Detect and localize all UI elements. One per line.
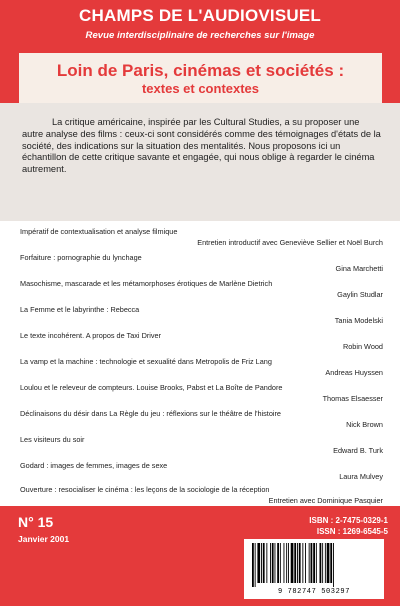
abstract-text: La critique américaine, inspirée par les Cultural Studies, a su proposer une autre analyse des films : ceux-ci sont considérés comme des témoignages d'états de la société, des indications sur la situation des mentalités. Nous proposons ici un échantillon de cette critique savante et engagée, qui nous oblige à regarder le cinéma autrement.	[22, 117, 381, 175]
entry-title: Ouverture : resocialiser le cinéma : les leçons de la sociologie de la réception	[20, 485, 270, 494]
barcode-bar	[263, 543, 265, 583]
contents-entry	[20, 253, 383, 280]
barcode-bar	[316, 543, 317, 583]
barcode-bar	[280, 543, 281, 583]
entry-author: Gina Marchetti	[335, 264, 383, 273]
barcode-bar	[327, 543, 330, 583]
entry-title: Déclinaisons du désir dans La Règle du jeu : réflexions sur le théâtre de l'histoire	[20, 409, 281, 418]
journal-subtitle: Revue interdisciplinaire de recherches sur l'image	[85, 30, 315, 41]
entry-title: Les visiteurs du soir	[20, 435, 85, 444]
entry-title: La Femme et le labyrinthe : Rebecca	[20, 305, 140, 314]
table-of-contents	[0, 221, 400, 506]
cover-footer	[0, 506, 400, 606]
isbn: ISBN : 2-7475-0329-1	[309, 516, 388, 525]
issue-number: N° 15	[18, 514, 54, 530]
entry-author: Laura Mulvey	[339, 472, 383, 481]
issue-title: Loin de Paris, cinémas et sociétés :	[56, 61, 345, 80]
barcode-bar	[288, 543, 289, 583]
barcode-bar	[309, 543, 310, 583]
barcode-bar	[322, 543, 323, 583]
contents-entry	[20, 435, 383, 462]
entry-title: Le texte incohérent. A propos de Taxi Driver	[20, 331, 162, 340]
journal-title: CHAMPS DE L'AUDIOVISUEL	[79, 6, 321, 25]
barcode-bar	[277, 543, 279, 583]
issue-subtitle: textes et contextes	[141, 81, 260, 96]
entry-title: Forfaiture : pornographie du lynchage	[20, 253, 142, 262]
entry-author: Andreas Huyssen	[325, 368, 383, 377]
contents-entry	[20, 357, 383, 384]
contents-entry	[20, 305, 383, 332]
entry-author: Gaylin Studlar	[337, 290, 383, 299]
barcode-bars-icon	[244, 539, 384, 587]
barcode-bar	[286, 543, 287, 583]
contents-entry	[20, 461, 383, 488]
barcode-bar	[320, 543, 322, 583]
barcode-bar	[294, 543, 296, 583]
barcode-bar	[333, 543, 334, 587]
barcode-bar	[291, 543, 294, 583]
barcode-bar	[313, 543, 315, 583]
entry-title: Godard : images de femmes, images de sexe	[20, 461, 168, 470]
entry-author: Edward B. Turk	[333, 446, 383, 455]
entry-title: Impératif de contextualisation et analyse filmique	[20, 227, 178, 236]
barcode-bar	[266, 543, 267, 583]
entry-author: Robin Wood	[342, 342, 383, 351]
barcode-bar	[252, 543, 254, 587]
entry-author: Nick Brown	[346, 420, 383, 429]
entry-author: Entretien avec Dominique Pasquier	[268, 496, 383, 505]
entry-author: Thomas Elsaesser	[322, 394, 383, 403]
contents-entry	[20, 331, 383, 358]
barcode-bar	[305, 543, 306, 583]
issn: ISSN : 1269-6545-5	[316, 527, 388, 536]
contents-entry	[20, 409, 383, 436]
entry-author: Entretien introductif avec Geneviève Sellier et Noël Burch	[197, 238, 383, 247]
barcode-bar	[297, 543, 298, 583]
entry-title: Loulou et le releveur de compteurs. Louise Brooks, Pabst et La Boîte de Pandore	[20, 383, 283, 392]
issue-date: Janvier 2001	[18, 534, 70, 544]
abstract-panel	[0, 103, 400, 221]
barcode-bar	[302, 543, 303, 583]
barcode-bar	[275, 543, 276, 583]
contents-entry	[20, 383, 383, 410]
barcode-bar	[255, 543, 256, 587]
barcode-bar	[330, 543, 332, 583]
barcode-bar	[270, 543, 271, 583]
entry-author: Tania Modelski	[334, 316, 383, 325]
barcode	[244, 539, 384, 599]
entry-title: La vamp et la machine : technologie et sexualité dans Metropolis de Friz Lang	[20, 357, 272, 366]
contents-entry	[20, 227, 383, 254]
entry-title: Masochisme, mascarade et les métamorphoses érotiques de Marlène Dietrich	[20, 279, 273, 288]
barcode-digits: 9 782747 503297	[277, 588, 350, 596]
masthead	[0, 0, 400, 52]
barcode-bar	[325, 543, 326, 583]
barcode-bar	[272, 543, 274, 583]
barcode-bar	[284, 543, 285, 583]
contents-entry	[20, 279, 383, 306]
barcode-bar	[299, 543, 301, 583]
barcode-bar	[257, 543, 260, 583]
issue-title-panel	[19, 53, 382, 103]
barcode-bar	[311, 543, 313, 583]
barcode-bar	[261, 543, 262, 583]
